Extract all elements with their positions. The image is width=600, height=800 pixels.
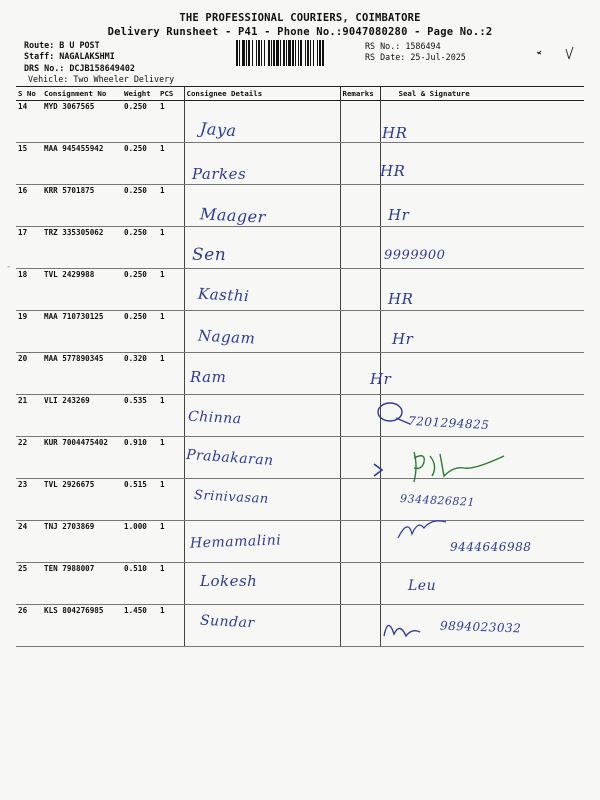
corner-marks	[534, 44, 580, 62]
table-row	[16, 563, 584, 605]
pcs-cell: 1	[158, 185, 184, 227]
table-row	[16, 101, 584, 143]
sno-cell: 14	[16, 101, 42, 143]
consignment-cell: TNJ 2703869	[42, 521, 122, 563]
signature-loop-mark	[374, 398, 414, 428]
barcode	[236, 40, 358, 66]
handwritten-signature: Hr	[370, 370, 392, 388]
table-row	[16, 311, 584, 353]
weight-cell: 0.250	[122, 311, 158, 353]
handwritten-signature: HR	[380, 162, 406, 180]
pcs-cell: 1	[158, 353, 184, 395]
signature-mark	[380, 612, 424, 642]
table-row	[16, 143, 584, 185]
weight-cell: 1.450	[122, 605, 158, 647]
pcs-cell: 1	[158, 101, 184, 143]
handwritten-consignee: Srinivasan	[193, 488, 270, 507]
table-row	[16, 227, 584, 269]
handwritten-consignee: Prabakaran	[185, 446, 275, 470]
sno-cell: 17	[16, 227, 42, 269]
handwritten-consignee: Jaya	[199, 118, 238, 141]
remarks-cell	[340, 185, 380, 227]
remarks-cell	[340, 101, 380, 143]
weight-cell: 0.250	[122, 143, 158, 185]
handwritten-consignee: Kasthi	[197, 284, 250, 306]
handwritten-signature: 7201294825	[407, 413, 490, 433]
staff-label: Staff: NAGALAKSHMI	[24, 51, 115, 61]
col-pcs: PCS	[158, 87, 184, 101]
handwritten-consignee: Parkes	[192, 165, 247, 183]
runsheet-table	[16, 86, 584, 647]
signature-cell	[380, 143, 584, 185]
col-consignment: Consignment No	[42, 87, 122, 101]
remarks-cell	[340, 143, 380, 185]
weight-cell: 0.250	[122, 101, 158, 143]
handwritten-signature: 9894023032	[439, 618, 522, 636]
pcs-cell: 1	[158, 563, 184, 605]
remarks-cell	[340, 227, 380, 269]
remarks-cell	[340, 521, 380, 563]
consignment-cell: KRR 5701875	[42, 185, 122, 227]
handwritten-signature: Hr	[392, 330, 414, 348]
pcs-cell: 1	[158, 521, 184, 563]
weight-cell: 1.000	[122, 521, 158, 563]
weight-cell: 0.320	[122, 353, 158, 395]
handwritten-consignee: Maager	[199, 204, 267, 227]
sno-cell: 22	[16, 437, 42, 479]
consignment-cell: VLI 243269	[42, 395, 122, 437]
consignment-cell: TEN 7988007	[42, 563, 122, 605]
signature-cell	[380, 101, 584, 143]
consignment-cell: KLS 804276985	[42, 605, 122, 647]
sno-cell: 16	[16, 185, 42, 227]
drs-number: DRS No.: DCJB158649402	[24, 63, 135, 73]
margin-tick-mark: -	[6, 262, 12, 272]
handwritten-signature: HR	[382, 124, 408, 142]
remarks-cell	[340, 311, 380, 353]
weight-cell: 0.250	[122, 269, 158, 311]
col-sno: S No	[16, 87, 42, 101]
handwritten-signature: 9344826821	[399, 492, 476, 509]
remarks-cell	[340, 269, 380, 311]
pcs-cell: 1	[158, 311, 184, 353]
weight-cell: 0.510	[122, 563, 158, 605]
handwritten-consignee: Chinna	[187, 408, 242, 428]
pcs-cell: 1	[158, 479, 184, 521]
remarks-cell	[340, 563, 380, 605]
runsheet-subtitle: Delivery Runsheet - P41 - Phone No.:9047080280 - Page No.:2	[107, 26, 493, 38]
signature-cell	[380, 185, 584, 227]
consignment-cell: MAA 945455942	[42, 143, 122, 185]
sno-cell: 15	[16, 143, 42, 185]
weight-cell: 0.250	[122, 227, 158, 269]
handwritten-signature: HR	[388, 290, 414, 308]
consignment-cell: MAA 577890345	[42, 353, 122, 395]
signature-mark	[392, 514, 452, 544]
weight-cell: 0.535	[122, 395, 158, 437]
handwritten-signature: Leu	[408, 578, 437, 594]
table-row	[16, 353, 584, 395]
handwritten-consignee: Lokesh	[200, 572, 258, 590]
table-row	[16, 269, 584, 311]
col-remarks: Remarks	[340, 87, 380, 101]
col-consignee: Consignee Details	[184, 87, 340, 101]
handwritten-consignee: Ram	[190, 368, 227, 386]
handwritten-signature: Hr	[388, 206, 410, 224]
pcs-cell: 1	[158, 143, 184, 185]
handwritten-consignee: Nagam	[197, 326, 256, 348]
pcs-cell: 1	[158, 605, 184, 647]
table-row	[16, 395, 584, 437]
remarks-cell	[340, 605, 380, 647]
consignment-cell: TVL 2926675	[42, 479, 122, 521]
company-title: THE PROFESSIONAL COURIERS, COIMBATORE	[179, 12, 421, 24]
handwritten-consignee: Sen	[192, 245, 227, 265]
green-signature-scribble	[370, 446, 520, 490]
pcs-cell: 1	[158, 227, 184, 269]
rs-number: RS No.: 1586494	[365, 41, 441, 51]
table-header-row	[16, 87, 584, 101]
pcs-cell: 1	[158, 269, 184, 311]
consignment-cell: TVL 2429988	[42, 269, 122, 311]
handwritten-consignee: Hemamalini	[189, 532, 282, 552]
handwritten-signature: 9444646988	[450, 540, 532, 554]
handwritten-signature: 9999900	[384, 248, 446, 263]
weight-cell: 0.515	[122, 479, 158, 521]
weight-cell: 0.910	[122, 437, 158, 479]
sno-cell: 18	[16, 269, 42, 311]
consignment-cell: MAA 710730125	[42, 311, 122, 353]
consignment-cell: KUR 7004475402	[42, 437, 122, 479]
rs-date: RS Date: 25-Jul-2025	[365, 52, 466, 62]
sno-cell: 20	[16, 353, 42, 395]
table-row	[16, 185, 584, 227]
sno-cell: 24	[16, 521, 42, 563]
signature-cell	[380, 353, 584, 395]
consignment-cell: MYD 3067565	[42, 101, 122, 143]
col-weight: Weight	[122, 87, 158, 101]
col-signature: Seal & Signature	[380, 87, 584, 101]
consignment-cell: TRZ 335305062	[42, 227, 122, 269]
sno-cell: 26	[16, 605, 42, 647]
pcs-cell: 1	[158, 437, 184, 479]
sno-cell: 19	[16, 311, 42, 353]
pcs-cell: 1	[158, 395, 184, 437]
route-label: Route: B U POST	[24, 40, 100, 50]
sno-cell: 25	[16, 563, 42, 605]
sno-cell: 21	[16, 395, 42, 437]
vehicle-label: Vehicle: Two Wheeler Delivery	[28, 74, 175, 84]
handwritten-consignee: Sundar	[199, 612, 256, 632]
weight-cell: 0.250	[122, 185, 158, 227]
sno-cell: 23	[16, 479, 42, 521]
